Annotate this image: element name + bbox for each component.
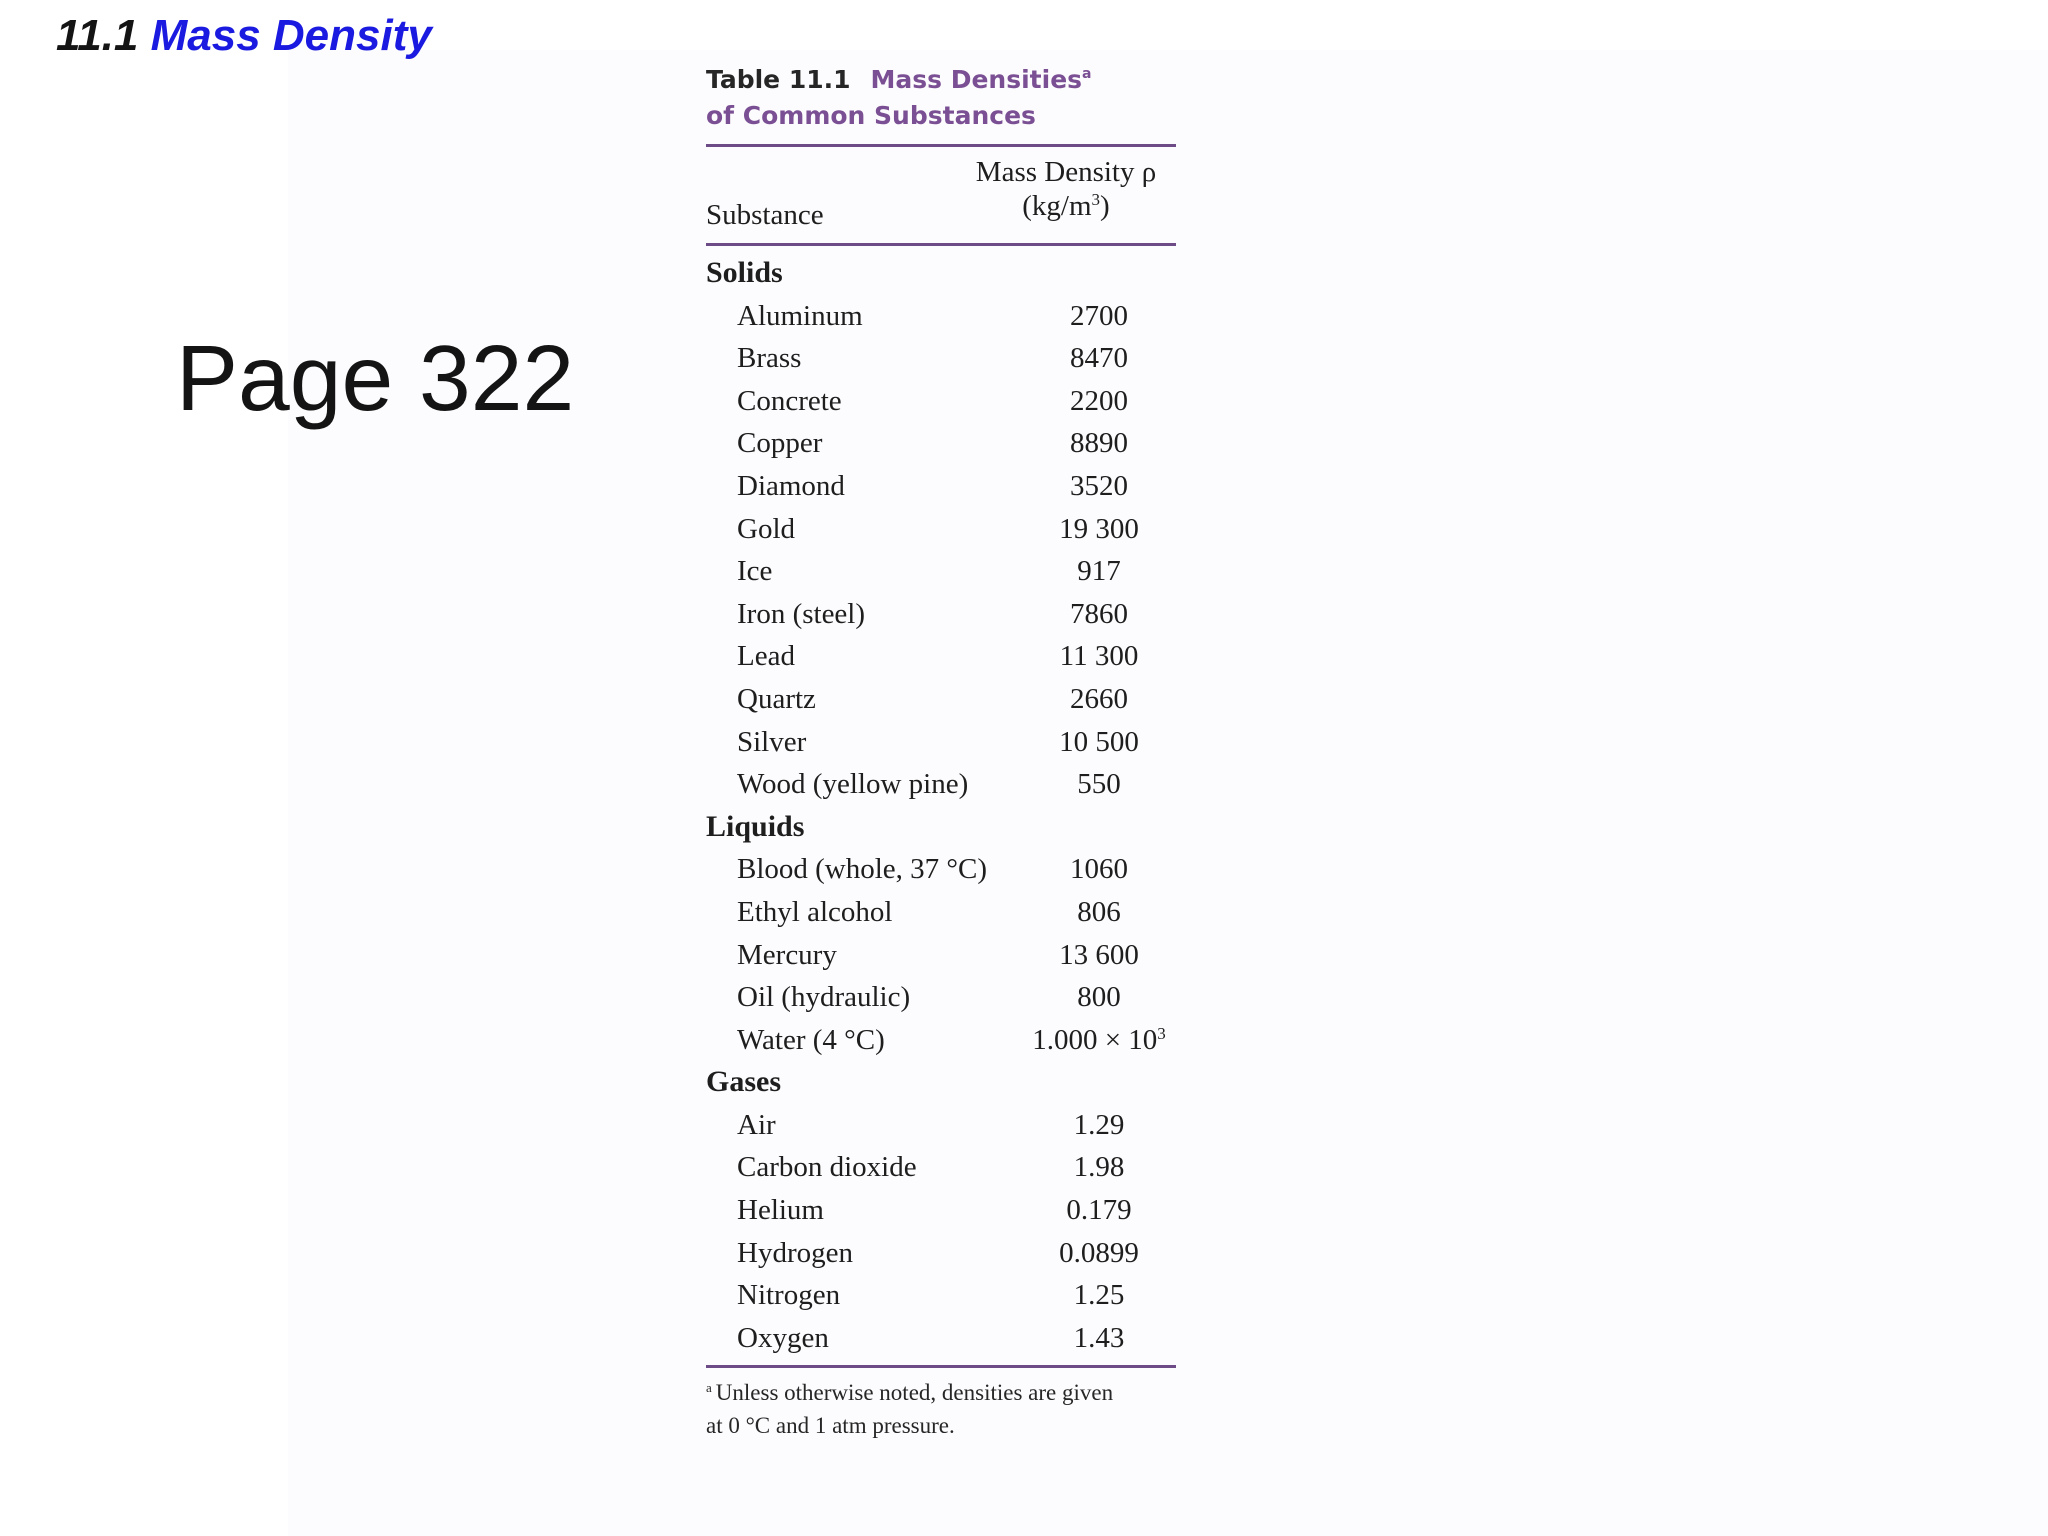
density-value: 1.29 — [1073, 1108, 1125, 1141]
table-row — [706, 508, 1176, 551]
density-value: 0.179 — [1066, 1194, 1132, 1227]
column-header-density — [956, 155, 1176, 223]
section-number: 11.1 — [56, 11, 139, 60]
table-row — [706, 295, 1176, 338]
substance-name: Water (4 °C) — [737, 1023, 885, 1056]
table-row — [706, 721, 1176, 764]
substance-name: Oxygen — [737, 1321, 829, 1354]
density-value: 1.98 — [1073, 1151, 1125, 1184]
density-value: 1.43 — [1073, 1321, 1125, 1354]
density-value: 8890 — [1070, 427, 1128, 460]
table-caption — [706, 62, 1176, 134]
substance-name: Mercury — [737, 938, 837, 971]
table-title-line1: Mass Densities$^a$ — [870, 65, 1092, 94]
substance-name: Aluminum — [737, 299, 863, 332]
table-row — [706, 763, 1176, 806]
density-value: 3520 — [1070, 469, 1128, 502]
table-row — [706, 1104, 1176, 1147]
table-row — [706, 1189, 1176, 1232]
table-row — [706, 550, 1176, 593]
substance-name: Oil (hydraulic) — [737, 981, 911, 1014]
substance-name: Nitrogen — [737, 1279, 841, 1312]
table-row — [706, 1146, 1176, 1189]
page-reference: Page 322 — [176, 326, 575, 430]
table-row — [706, 678, 1176, 721]
density-value: 1.25 — [1073, 1279, 1125, 1312]
density-value: $1.000 \times 10^3$ — [1032, 1023, 1166, 1056]
substance-name: Blood (whole, 37 °C) — [737, 853, 988, 886]
table-row — [706, 465, 1176, 508]
substance-name: Silver — [737, 725, 807, 758]
title-footnote-marker: a — [1082, 66, 1092, 82]
table-row — [706, 891, 1176, 934]
substance-name: Copper — [737, 427, 823, 460]
table-column-header — [706, 147, 1176, 243]
substance-name: Wood (yellow pine) — [737, 768, 969, 801]
density-value: 806 — [1077, 895, 1121, 928]
footnote-marker: a — [706, 1380, 712, 1396]
table-row — [706, 848, 1176, 891]
table-row — [706, 1019, 1176, 1062]
substance-name: Concrete — [737, 384, 842, 417]
substance-name: Lead — [737, 640, 795, 673]
table-row — [706, 380, 1176, 423]
table-row — [706, 976, 1176, 1019]
density-value: 800 — [1077, 981, 1121, 1014]
footnote-line2: at 0 °C and 1 atm pressure. — [706, 1413, 955, 1439]
substance-name: Gold — [737, 512, 795, 545]
table-row — [706, 635, 1176, 678]
substance-name: Ethyl alcohol — [737, 895, 893, 928]
table-row — [706, 337, 1176, 380]
table-bottom-rule — [706, 1365, 1176, 1368]
table-body — [706, 246, 1176, 1365]
table-row — [706, 934, 1176, 977]
section-header-gases: Gases — [706, 1065, 781, 1099]
section-header-solids: Solids — [706, 256, 783, 289]
substance-name: Brass — [737, 342, 802, 375]
density-value: 2700 — [1070, 299, 1128, 332]
density-table — [706, 62, 1176, 1442]
footnote-line1: Unless otherwise noted, densities are given — [715, 1380, 1114, 1406]
table-label: Table 11.1 — [706, 65, 851, 94]
density-value: 7860 — [1070, 597, 1128, 630]
table-row — [706, 1274, 1176, 1317]
substance-name: Ice — [737, 555, 773, 588]
section-header-liquids: Liquids — [706, 809, 805, 843]
table-title-line2: of Common Substances — [706, 101, 1036, 130]
density-value: 19 300 — [1059, 512, 1139, 545]
density-value: 1060 — [1070, 853, 1128, 886]
density-value: 0.0899 — [1059, 1236, 1139, 1269]
substance-name: Iron (steel) — [737, 597, 866, 630]
density-value: 13 600 — [1059, 938, 1139, 971]
section-heading — [56, 10, 432, 62]
density-value: 2660 — [1070, 682, 1128, 715]
density-value: 550 — [1077, 768, 1121, 801]
table-row — [706, 593, 1176, 636]
substance-name: Air — [737, 1108, 776, 1141]
table-row — [706, 422, 1176, 465]
table-row — [706, 1317, 1176, 1360]
density-value: 10 500 — [1059, 725, 1139, 758]
substance-name: Hydrogen — [737, 1236, 853, 1269]
density-value: 917 — [1077, 555, 1121, 588]
density-value: 11 300 — [1059, 640, 1139, 673]
density-header-label: Mass Density ρ — [975, 156, 1157, 188]
section-title: Mass Density — [150, 11, 432, 60]
substance-name: Carbon dioxide — [737, 1151, 917, 1184]
density-header-unit: $(kg/m^3)$ — [1022, 190, 1110, 222]
density-value: 2200 — [1070, 384, 1128, 417]
table-row — [706, 1232, 1176, 1275]
substance-name: Diamond — [737, 469, 845, 502]
substance-name: Helium — [737, 1194, 824, 1227]
column-header-substance: Substance — [706, 199, 824, 231]
table-footnote — [706, 1376, 1176, 1442]
substance-name: Quartz — [737, 682, 816, 715]
density-value: 8470 — [1070, 342, 1128, 375]
